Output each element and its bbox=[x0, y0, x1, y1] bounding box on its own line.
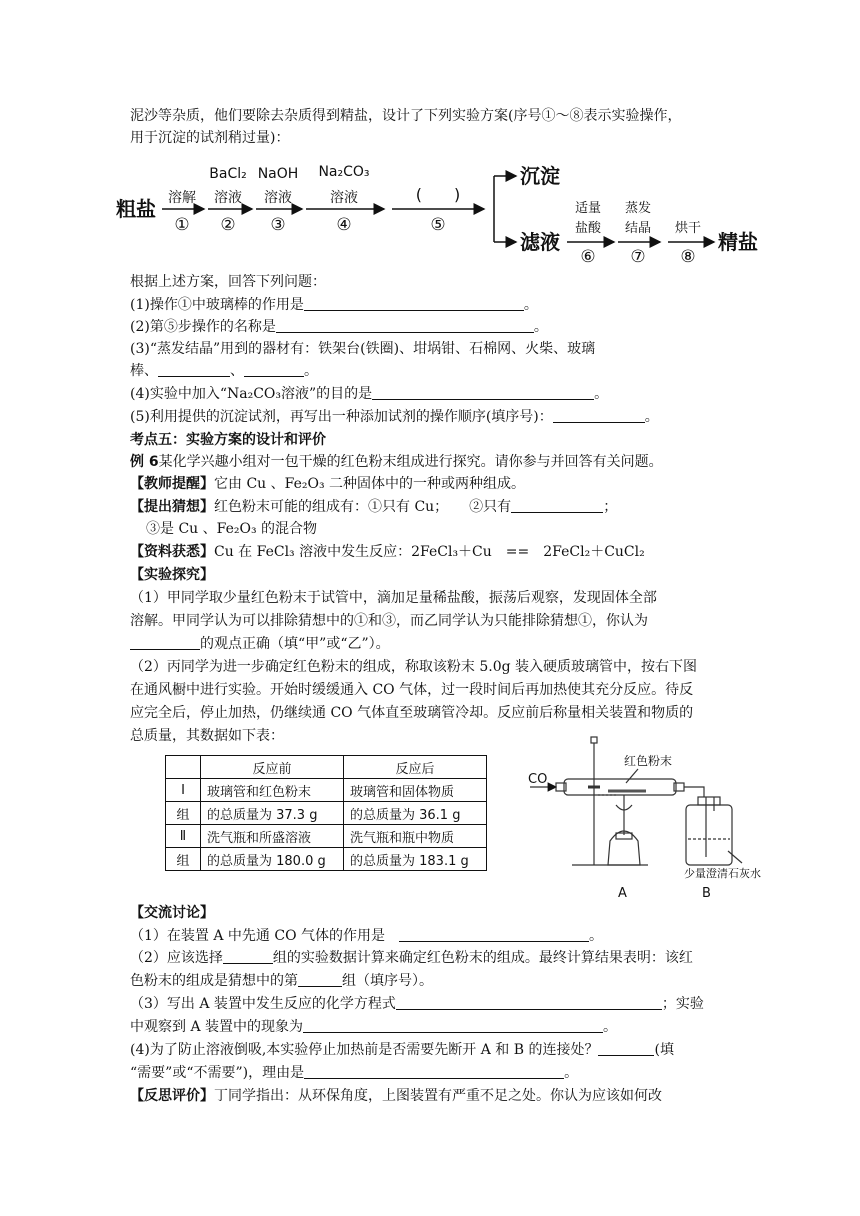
flow-step3-num: ③ bbox=[270, 215, 286, 235]
flow-step6-top1: 适量 bbox=[574, 201, 602, 216]
p1-line2: 溶解。甲同学认为可以排除猜想中的①和③，而乙同学认为只能排除猜想①，你认为 bbox=[130, 613, 648, 629]
p1-line3: 的观点正确（填“甲”或“乙”）。 bbox=[130, 634, 390, 654]
d2-line2: 色粉末的组成是猜想中的第 组（填序号）。 bbox=[130, 973, 433, 989]
flow-step3-bottom: 溶液 bbox=[264, 190, 292, 206]
q5-blank[interactable] bbox=[553, 408, 645, 423]
q2: (2)第⑤步操作的名称是 。 bbox=[130, 319, 548, 335]
flow-step4-top: Na₂CO₃ bbox=[318, 164, 370, 180]
ex6-guess3: ③是 Cu 、Fe₂O₃ 的混合物 bbox=[146, 521, 318, 537]
flow-step5-num: ⑤ bbox=[430, 215, 446, 235]
p2-line3: 应完全后，停止加热，仍继续通 CO 气体直至玻璃管冷却。反应前后称量相关装置和物质的 bbox=[130, 705, 694, 721]
p2-line2: 在通风橱中进行实验。开始时缓缓通入 CO 气体，过一段时间后再加热使其充分反应。待反 bbox=[130, 682, 694, 698]
flow-step7-top2: 结晶 bbox=[624, 221, 652, 236]
q4-blank[interactable] bbox=[372, 385, 594, 400]
apparatus-diagram bbox=[528, 735, 790, 903]
flow-step1-num: ① bbox=[174, 215, 190, 235]
q4: (4)实验中加入“Na₂CO₃溶液”的目的是 。 bbox=[130, 386, 609, 402]
d2-blank-1[interactable] bbox=[223, 949, 273, 964]
q5: (5)利用提供的沉淀试剂，再写出一种添加试剂的操作顺序(填序号)： 。 bbox=[130, 409, 659, 425]
intro-line-1: 泥沙等杂质，他们要除去杂质得到精盐，设计了下列实验方案(序号①～⑧表示实验操作， bbox=[130, 108, 682, 124]
p2-line4: 总质量，其数据如下表： bbox=[130, 728, 284, 744]
flow-step2-num: ② bbox=[220, 215, 236, 235]
flow-step8-num: ⑧ bbox=[680, 247, 696, 263]
flow-step3-top: NaOH bbox=[257, 166, 299, 182]
flow-step2-top: BaCl₂ bbox=[209, 166, 247, 182]
q3-line2: 棒、 、 。 bbox=[130, 363, 318, 379]
ex6-intro: 例 6某化学兴趣小组对一包干燥的红色粉末组成进行探究。请你参与并回答有关问题。 bbox=[130, 454, 663, 470]
p2-line1: （2）丙同学为进一步确定红色粉末的组成，称取该粉末 5.0g 装入硬质玻璃管中，按右下图 bbox=[130, 659, 698, 675]
d3-blank-1[interactable] bbox=[396, 995, 662, 1010]
label-A: A bbox=[618, 886, 627, 901]
p1-line1: （1）甲同学取少量红色粉末于试管中，滴加足量稀盐酸，振荡后观察，发现固体全部 bbox=[130, 590, 657, 606]
q-lead: 根据上述方案，回答下列问题： bbox=[130, 274, 326, 290]
flow-step8-top1: 烘干 bbox=[674, 221, 702, 236]
d3-line2: 中观察到 A 装置中的现象为 。 bbox=[130, 1019, 618, 1035]
p1-blank[interactable] bbox=[130, 635, 200, 650]
ex6-info: 【资料获悉】Cu 在 FeCl₃ 溶液中发生反应：2FeCl₃＋Cu == 2FeCl₂＋CuCl₂ bbox=[130, 544, 645, 560]
q3-blank-1[interactable] bbox=[158, 362, 230, 377]
ex6-hint: 【教师提醒】它由 Cu 、Fe₂O₃ 二种固体中的一种或两种组成。 bbox=[130, 476, 526, 492]
flow-step5-top: ( ) bbox=[415, 185, 461, 204]
table-row: Ⅰ 玻璃管和红色粉末 玻璃管和固体物质 bbox=[166, 779, 487, 802]
header-before: 反应前 bbox=[201, 756, 344, 779]
flow-step6-num: ⑥ bbox=[580, 247, 596, 263]
d3-blank-2[interactable] bbox=[303, 1018, 603, 1033]
co-label: CO bbox=[528, 772, 548, 787]
flow-step7-num: ⑦ bbox=[630, 247, 646, 263]
table-header-row bbox=[166, 756, 487, 779]
discuss-label: 【交流讨论】 bbox=[130, 905, 214, 921]
powder-label: 红色粉末 bbox=[624, 754, 673, 768]
mass-table bbox=[165, 755, 487, 871]
flow-start: 粗盐 bbox=[116, 197, 156, 221]
q1-blank[interactable] bbox=[304, 296, 524, 311]
label-B: B bbox=[702, 886, 711, 901]
section-heading: 考点五：实验方案的设计和评价 bbox=[130, 432, 326, 448]
d3-line1: （3）写出 A 装置中发生反应的化学方程式 ；实验 bbox=[130, 996, 704, 1012]
q3-line1: (3)“蒸发结晶”用到的器材有：铁架台(铁圈)、坩埚钳、石棉网、火柴、玻璃 bbox=[130, 341, 596, 357]
q2-blank[interactable] bbox=[276, 318, 534, 333]
table-row: Ⅱ 洗气瓶和所盛溶液 洗气瓶和瓶中物质 bbox=[166, 825, 487, 848]
d4-line2: “需要”或“不需要”)，理由是 。 bbox=[130, 1065, 579, 1081]
d4-line1: (4)为了防止溶液倒吸,本实验停止加热前是否需要先断开 A 和 B 的连接处？ (填 bbox=[130, 1042, 674, 1058]
d4-blank-2[interactable] bbox=[304, 1064, 564, 1079]
intro-line-2: 用于沉淀的试剂稍过量)： bbox=[130, 130, 290, 146]
d1: （1）在装置 A 中先通 CO 气体的作用是 。 bbox=[130, 928, 604, 944]
d2-line1: （2）应该选择 组的实验数据计算来确定红色粉末的组成。最终计算结果表明：该红 bbox=[130, 950, 693, 966]
flow-step4-num: ④ bbox=[336, 215, 352, 235]
table-row: 组 的总质量为 180.0 g 的总质量为 183.1 g bbox=[166, 848, 487, 871]
purification-flowchart bbox=[112, 158, 772, 263]
flow-step2-bottom: 溶液 bbox=[214, 190, 242, 206]
reflect: 【反思评价】丁同学指出：从环保角度，上图装置有严重不足之处。你认为应该如何改 bbox=[130, 1088, 662, 1104]
flow-precipitate: 沉淀 bbox=[520, 164, 560, 188]
flow-step1-bottom: 溶解 bbox=[168, 190, 196, 206]
q3-blank-2[interactable] bbox=[244, 362, 304, 377]
flow-step6-top2: 盐酸 bbox=[574, 221, 602, 236]
d2-blank-2[interactable] bbox=[298, 972, 342, 987]
d4-blank-1[interactable] bbox=[598, 1041, 654, 1056]
explore-label: 【实验探究】 bbox=[130, 567, 214, 583]
d1-blank[interactable] bbox=[399, 927, 589, 942]
flow-step7-top1: 蒸发 bbox=[624, 201, 652, 216]
q1: (1)操作①中玻璃棒的作用是 。 bbox=[130, 297, 538, 313]
guess-blank[interactable] bbox=[511, 498, 603, 513]
flow-step4-bottom: 溶液 bbox=[330, 190, 358, 206]
flow-filtrate: 滤液 bbox=[520, 230, 560, 254]
flow-end: 精盐 bbox=[718, 230, 758, 254]
limewater-label: 少量澄清石灰水 bbox=[684, 867, 761, 880]
ex6-guess: 【提出猜想】红色粉末可能的组成有：①只有 Cu； ②只有 ； bbox=[130, 499, 618, 515]
table-row: 组 的总质量为 37.3 g 的总质量为 36.1 g bbox=[166, 802, 487, 825]
header-after: 反应后 bbox=[344, 756, 487, 779]
